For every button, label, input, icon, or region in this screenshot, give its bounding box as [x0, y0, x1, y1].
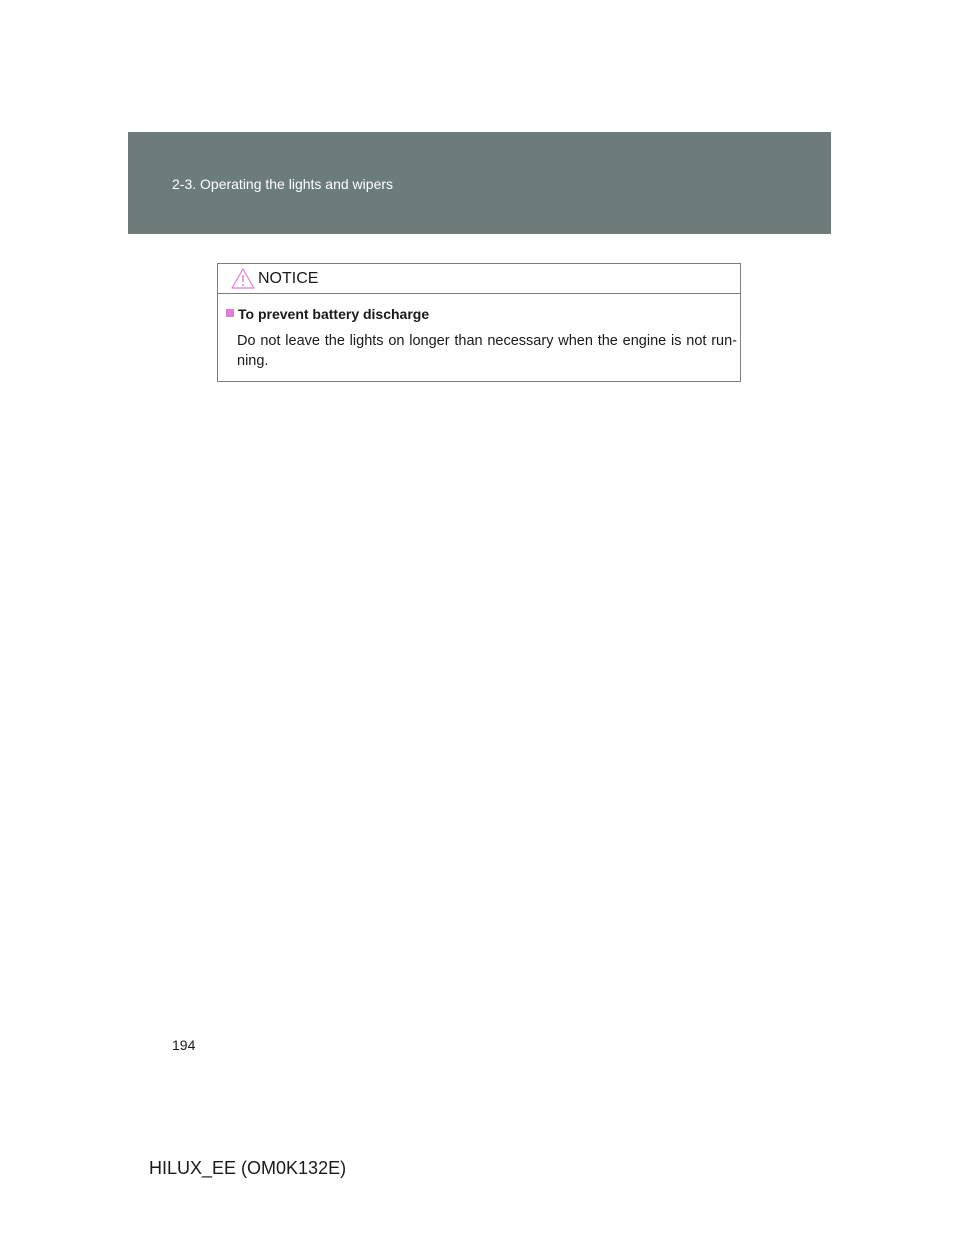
page-number: 194: [172, 1037, 196, 1053]
warning-triangle-icon: [231, 268, 255, 289]
notice-bullet-row: [226, 306, 429, 324]
notice-header: [218, 264, 740, 294]
notice-box: [217, 263, 741, 382]
document-id: HILUX_EE (OM0K132E): [149, 1158, 347, 1178]
section-title: 2-3. Operating the lights and wipers: [172, 176, 394, 192]
notice-heading: To prevent battery discharge: [238, 306, 430, 322]
section-header-band: [128, 132, 831, 234]
square-bullet-icon: [226, 309, 234, 317]
notice-body-text: Do not leave the lights on longer than necessary when the engine is not run-ning.: [237, 333, 737, 369]
notice-label: NOTICE: [258, 270, 319, 287]
